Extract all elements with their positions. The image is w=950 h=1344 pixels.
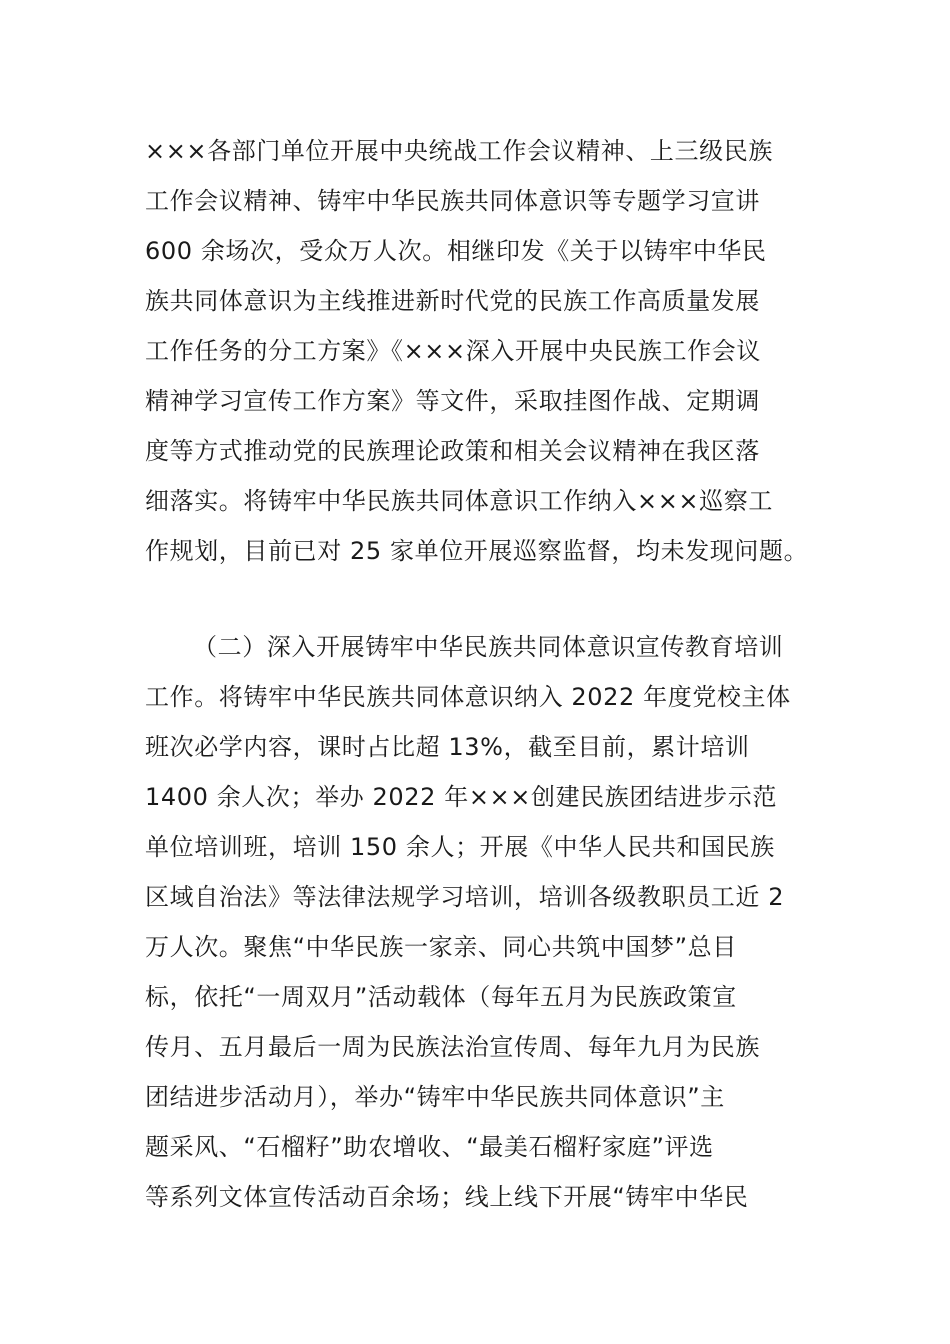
- text-line: 区域自治法》等法律法规学习培训，培训各级教职员工近 2: [145, 883, 785, 911]
- text-line: 作规划，目前已对 25 家单位开展巡察监督，均未发现问题。: [145, 537, 809, 565]
- text-line: 标，依托“一周双月”活动载体（每年五月为民族政策宣: [145, 983, 737, 1011]
- text-line: 1400 余人次；举办 2022 年×××创建民族团结进步示范: [145, 783, 777, 811]
- text-line: 万人次。聚焦“中华民族一家亲、同心共筑中国梦”总目: [145, 933, 737, 961]
- text-line: 工作任务的分工方案》《×××深入开展中央民族工作会议: [145, 337, 761, 365]
- text-line: 工作会议精神、铸牢中华民族共同体意识等专题学习宣讲: [145, 187, 760, 215]
- text-line: 度等方式推动党的民族理论政策和相关会议精神在我区落: [145, 437, 760, 465]
- text-line: 工作。将铸牢中华民族共同体意识纳入 2022 年度党校主体: [145, 683, 791, 711]
- text-line: 题采风、“石榴籽”助农增收、“最美石榴籽家庭”评选: [145, 1133, 714, 1161]
- text-line: 单位培训班，培训 150 余人；开展《中华人民共和国民族: [145, 833, 775, 861]
- text-line: 班次必学内容，课时占比超 13%，截至目前，累计培训: [145, 733, 750, 761]
- text-line: 精神学习宣传工作方案》等文件，采取挂图作战、定期调: [145, 387, 760, 415]
- text-line: 细落实。将铸牢中华民族共同体意识工作纳入×××巡察工: [145, 487, 773, 515]
- text-line: 等系列文体宣传活动百余场；线上线下开展“铸牢中华民: [145, 1183, 749, 1211]
- text-line: （二）深入开展铸牢中华民族共同体意识宣传教育培训: [193, 633, 784, 661]
- text-line: 团结进步活动月），举办“铸牢中华民族共同体意识”主: [145, 1083, 725, 1111]
- text-line: 600 余场次，受众万人次。相继印发《关于以铸牢中华民: [145, 237, 767, 265]
- text-line: 传月、五月最后一周为民族法治宣传周、每年九月为民族: [145, 1033, 760, 1061]
- text-line: 族共同体意识为主线推进新时代党的民族工作高质量发展: [145, 287, 760, 315]
- text-line: ×××各部门单位开展中央统战工作会议精神、上三级民族: [145, 137, 773, 165]
